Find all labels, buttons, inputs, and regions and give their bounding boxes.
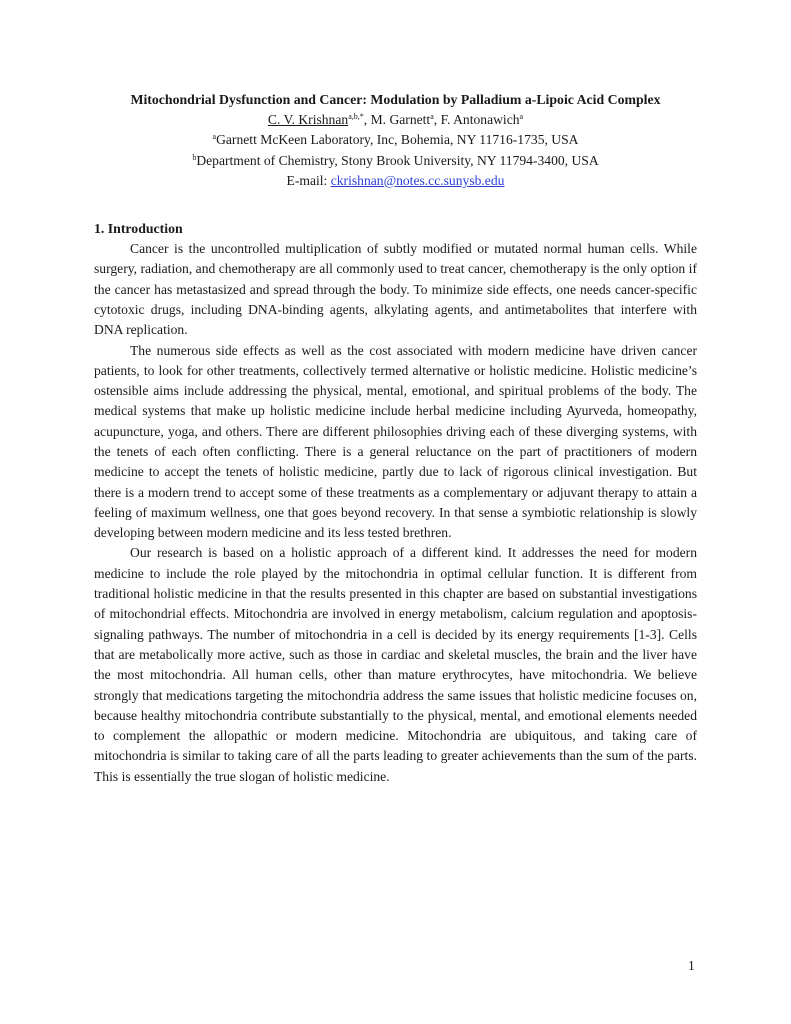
affiliation-text: Garnett McKeen Laboratory, Inc, Bohemia, NY 11716-1735, USA (216, 132, 579, 148)
affiliation-text: Department of Chemistry, Stony Brook University, NY 11794-3400, USA (196, 152, 599, 168)
affiliation-mark: b (192, 152, 197, 162)
section-body (94, 239, 697, 787)
author-affiliation-mark: a (430, 112, 434, 122)
email-label: E-mail: (286, 172, 331, 188)
author-3 (441, 112, 524, 127)
paper-header (94, 90, 697, 191)
author-affiliation-mark: a,b,* (348, 112, 364, 122)
author-separator: , (363, 112, 371, 128)
paragraph-1: Cancer is the uncontrolled multiplication of subtly modified or mutated normal human cells. While surgery, radiation, and chemotherapy are all commonly used to treat cancer, chemotherapy is the only option if the cancer has metastasized and spread through the body. To minimize side effects, one needs cancer-specific cytotoxic drugs, including DNA-binding agents, alkylating agents, and antimetabolites that interfere with DNA replication. (94, 241, 697, 338)
author-name: F. Antonawich (440, 112, 520, 128)
section-heading: 1. Introduction (94, 221, 183, 237)
email-link[interactable]: ckrishnan@notes.cc.sunysb.edu (330, 172, 505, 188)
paper-page (94, 90, 697, 787)
author-name: C. V. Krishnan (267, 112, 349, 128)
paragraph-2: The numerous side effects as well as the cost associated with modern medicine have driven cancer patients, to look for other treatments, collectively termed alternative or holistic medicine. Holistic medicine’s ostensible aims include addressing the physical, mental, emotional, and spiritual problems of the body. The medical systems that make up holistic medicine include herbal medicine including Ayurveda, homeopathy, acupuncture, yoga, and others. There are different philosophies driving each of these diverging systems, with the tenets of each often conflicting. There is a general reluctance on the part of practitioners of modern medicine to accept the tenets of holistic medicine, partly due to lack of rigorous clinical investigation. But there is a modern trend to accept some of these treatments as a complementary or adjuvant therapy to attain a feeling of maximum wellness, one that goes beyond recovery. In that sense a symbiotic relationship is slowly developing between modern medicine and its less tested brethren. (94, 342, 697, 541)
author-affiliation-mark: a (519, 112, 524, 122)
affiliation-b (94, 151, 697, 171)
affiliation-mark: a (212, 132, 217, 142)
contact-email (94, 171, 697, 191)
affiliation-a (94, 130, 697, 150)
paper-title: Mitochondrial Dysfunction and Cancer: Modulation by Palladium a-Lipoic Acid Complex (130, 92, 661, 107)
author-1 (268, 112, 371, 127)
author-list (94, 110, 697, 130)
author-2 (371, 112, 441, 127)
paragraph-3: Our research is based on a holistic approach of a different kind. It addresses the need for modern medicine to include the role played by the mitochondria in optimal cellular function. It is different from traditional holistic medicine in that the results presented in this chapter are based on substantial investigations of mitochondrial effects. Mitochondria are involved in energy metabolism, calcium regulation and apoptosis-signaling pathways. The number of mitochondria in a cell is decided by its energy requirements [1-3]. Cells that are metabolically more active, such as those in cardiac and skeletal muscles, the brain and the liver have the most mitochondria. All human cells, other than mature erythrocytes, have mitochondria. We believe strongly that medications targeting the mitochondria address the same issues that holistic medicine focuses on, because healthy mitochondria contribute substantially to the physical, mental, and emotional elements needed to complement the allopathic or modern medicine. Mitochondria are ubiquitous, and taking care of mitochondria is similar to taking care of all the parts leading to greater achievements than the sum of the parts. This is essentially the true slogan of holistic medicine. (94, 545, 697, 784)
author-separator: , (433, 112, 441, 128)
page-number: 1 (688, 958, 695, 973)
author-name: M. Garnett (370, 112, 431, 128)
